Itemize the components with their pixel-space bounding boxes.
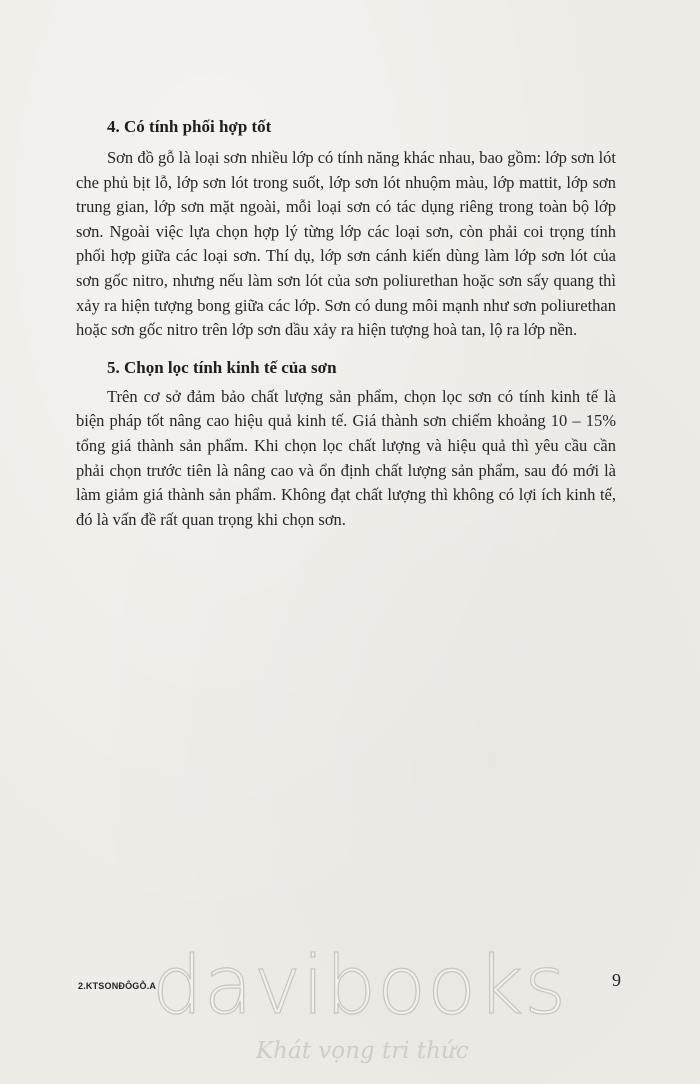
section-5-paragraph: Trên cơ sở đảm bảo chất lượng sản phẩm, chọn lọc sơn có tính kinh tế là biện pháp tốt nâng cao hiệu quả kinh tế. Giá thành sơn chiếm khoảng 10 – 15% tổng giá thành sản phẩm. Khi chọn lọc chất lượng và hiệu quả thì yêu cầu cần phải chọn trước tiên là nâng cao và ổn định chất lượng sản phẩm, sau đó mới là làm giảm giá thành sản phẩm. Không đạt chất lượng thì không có lợi ích kinh tế, đó là vấn đề rất quan trọng khi chọn sơn. [76, 386, 616, 529]
watermark-slogan: Khát vọng tri thức [256, 1038, 469, 1064]
page-content [76, 114, 616, 532]
section-5-heading: 5. Chọn lọc tính kinh tế của sơn [107, 357, 337, 377]
footer-code: 2.KTSONĐÔGỖ.A [78, 981, 157, 991]
section-5 [76, 355, 616, 533]
page-number: 9 [612, 970, 621, 990]
section-4-paragraph: Sơn đồ gỗ là loại sơn nhiều lớp có tính năng khác nhau, bao gồm: lớp sơn lót che phủ bịt lỗ, lớp sơn lót trong suốt, lớp sơn lót nhuộm màu, lớp mattit, lớp sơn trung gian, lớp sơn mặt ngoài, mỗi loại sơn có tác dụng riêng trong toàn bộ lớp sơn. Ngoài việc lựa chọn hợp lý từng lớp các loại sơn, còn phải coi trọng tính phối hợp giữa các loại sơn. Thí dụ, lớp sơn cánh kiến dùng làm lớp sơn lót của sơn gốc nitro, nhưng nếu làm sơn lót của sơn poliurethan hoặc sơn sấy quang thì xảy ra hiện tượng bong giữa các lớp. Sơn có dung môi mạnh như sơn poliurethan hoặc sơn gốc nitro trên lớp sơn dầu xảy ra hiện tượng hoà tan, lộ ra lớp nền. [76, 148, 616, 340]
watermark-brand-logo: davibooks [152, 939, 568, 1032]
section-4-heading: 4. Có tính phối hợp tốt [107, 117, 272, 136]
